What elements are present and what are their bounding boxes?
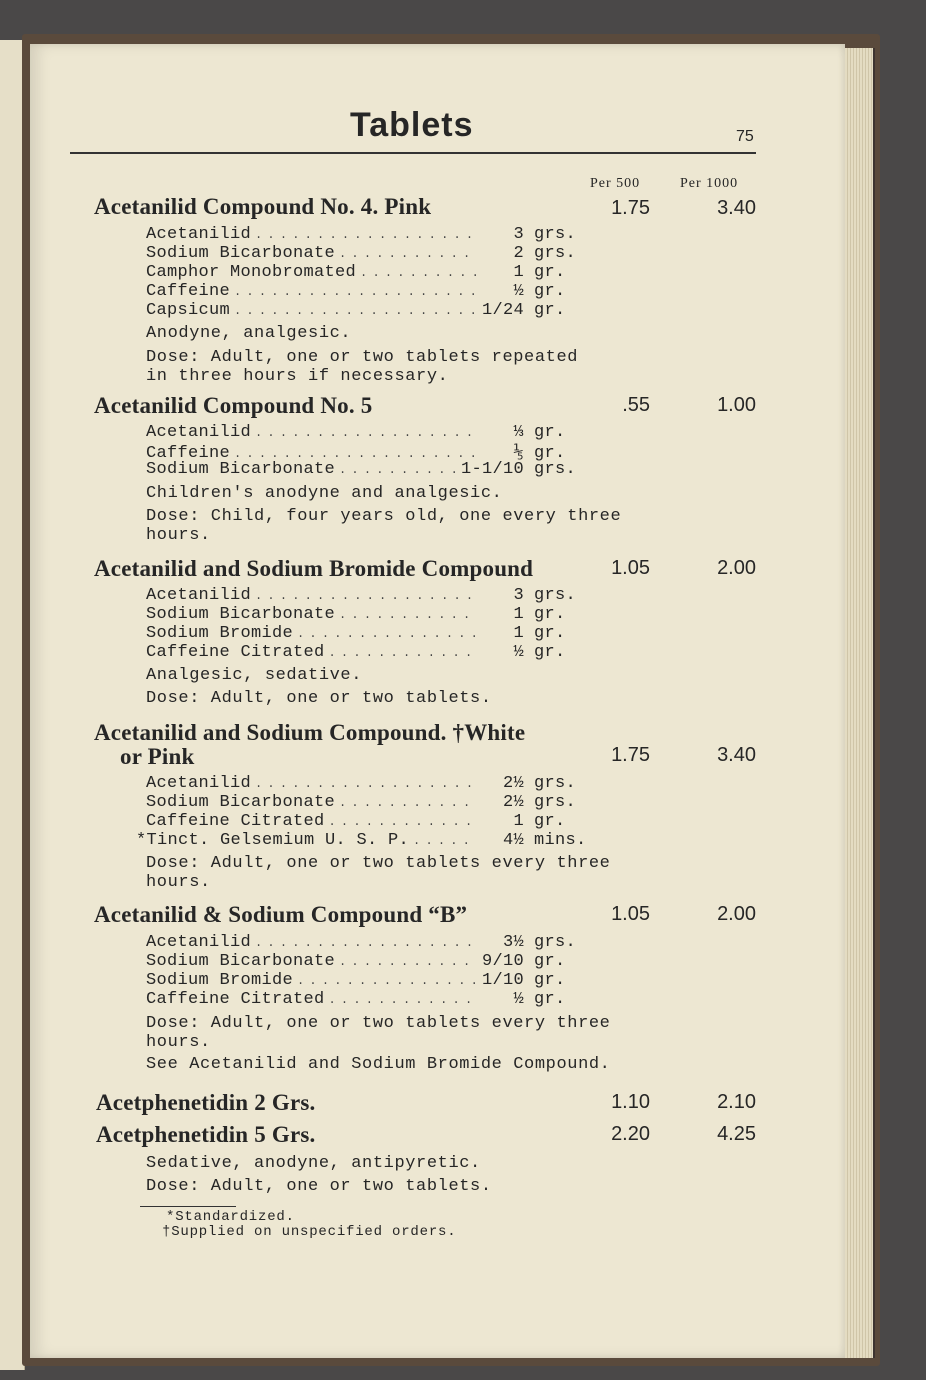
ingredient-unit: grs.: [534, 793, 577, 812]
page-number: 75: [736, 128, 754, 145]
leader-dots: [339, 460, 457, 479]
product-note: hours.: [146, 1033, 211, 1052]
ingredient-qty: 2½: [502, 774, 524, 793]
ingredient-qty: 1: [513, 624, 524, 643]
ingredient-name: Acetanilid: [146, 225, 252, 244]
product-heading: Acetphenetidin 2 Grs.: [96, 1090, 316, 1115]
ingredient-row: [146, 643, 596, 663]
ingredient-qty: ½: [513, 643, 524, 662]
price-per500: 1.75: [611, 744, 650, 766]
product-note: See Acetanilid and Sodium Bromide Compound.: [146, 1055, 611, 1074]
price-per500: 2.20: [611, 1123, 650, 1145]
ingredient-name: Camphor Monobromated: [146, 263, 357, 282]
ingredient-name: Acetanilid: [146, 423, 252, 442]
product-heading: Acetanilid and Sodium Compound. †White: [94, 720, 526, 745]
ingredient-name: Sodium Bicarbonate: [146, 605, 336, 624]
ingredient-unit: gr.: [534, 444, 566, 463]
ingredient-row: [146, 263, 596, 283]
ingredient-qty: 1: [513, 605, 524, 624]
ingredient-unit: gr.: [534, 643, 566, 662]
ingredient-row: [146, 971, 596, 991]
product-heading-line2: or Pink: [120, 744, 195, 769]
leader-dots: [329, 643, 476, 662]
product-note: Dose: Adult, one or two tablets repeated: [146, 348, 579, 367]
leader-dots: [255, 774, 476, 793]
product-note: Sedative, anodyne, antipyretic.: [146, 1154, 481, 1173]
page-content: [30, 44, 845, 1358]
ingredient-qty: ½: [513, 990, 524, 1009]
ingredient-row: [146, 423, 596, 443]
leader-dots: [234, 301, 476, 320]
product-note: Dose: Child, four years old, one every three: [146, 507, 622, 526]
ingredient-row: [146, 225, 596, 245]
ingredient-unit: gr.: [534, 624, 566, 643]
product-note: Anodyne, analgesic.: [146, 324, 352, 343]
ingredient-qty: 3: [513, 225, 524, 244]
ingredient-row: [146, 952, 596, 972]
ingredient-qty: 1-1/10: [460, 460, 524, 479]
ingredient-unit: gr.: [534, 282, 566, 301]
ingredient-name: Caffeine: [146, 444, 231, 463]
price-per1000: 2.10: [717, 1091, 756, 1113]
footnote: *Standardized.: [166, 1209, 295, 1225]
leader-dots: [329, 990, 476, 1009]
price-per1000: 2.00: [717, 903, 756, 925]
ingredient-name: Sodium Bicarbonate: [146, 952, 336, 971]
price-per500: 1.05: [611, 903, 650, 925]
ingredient-row: [146, 990, 596, 1010]
ingredient-unit: gr.: [534, 990, 566, 1009]
ingredient-name: Capsicum: [146, 301, 231, 320]
product-heading: Acetphenetidin 5 Grs.: [96, 1122, 316, 1147]
column-header-per1000: Per 1000: [680, 176, 739, 191]
leader-dots: [255, 586, 476, 605]
ingredient-unit: mins.: [534, 831, 587, 850]
leader-dots: [360, 263, 476, 282]
price-per1000: 4.25: [717, 1123, 756, 1145]
ingredient-name: Acetanilid: [146, 933, 252, 952]
product-note: Analgesic, sedative.: [146, 666, 363, 685]
ingredient-unit: grs.: [534, 244, 577, 263]
title-rule: [70, 152, 756, 154]
book-page: [30, 44, 845, 1358]
leader-dots: [339, 244, 476, 263]
ingredient-name: Caffeine: [146, 282, 231, 301]
ingredient-row: [146, 442, 596, 462]
product-note: Dose: Adult, one or two tablets.: [146, 689, 492, 708]
ingredient-name: Sodium Bicarbonate: [146, 793, 336, 812]
ingredient-unit: gr.: [534, 952, 566, 971]
ingredient-qty: 9/10: [481, 952, 524, 971]
footnote-rule: [140, 1206, 236, 1207]
ingredient-name: Acetanilid: [146, 774, 252, 793]
leader-dots: [413, 831, 476, 850]
leader-dots: [255, 423, 476, 442]
ingredient-name: Sodium Bicarbonate: [146, 244, 336, 263]
ingredient-row: [146, 460, 596, 480]
ingredient-name: *Tinct. Gelsemium U. S. P.: [136, 831, 410, 850]
ingredient-qty: 1: [513, 812, 524, 831]
ingredient-row: [146, 301, 596, 321]
price-per500: .55: [622, 394, 650, 416]
leader-dots: [255, 933, 476, 952]
column-header-per500: Per 500: [590, 176, 641, 191]
ingredient-name: Caffeine Citrated: [146, 812, 325, 831]
leader-dots: [329, 812, 476, 831]
ingredient-qty: ⅕: [513, 444, 524, 463]
ingredient-name: Sodium Bromide: [146, 971, 294, 990]
leader-dots: [234, 282, 476, 301]
ingredient-row: [146, 244, 596, 264]
product-heading: Acetanilid & Sodium Compound “B”: [94, 902, 468, 927]
ingredient-name: Sodium Bromide: [146, 624, 294, 643]
ingredient-row: [146, 624, 596, 644]
ingredient-qty: 3½: [502, 933, 524, 952]
ingredient-qty: 1/24: [481, 301, 524, 320]
ingredient-qty: 4½: [502, 831, 524, 850]
ingredient-row: [146, 586, 596, 606]
ingredient-qty: 1: [513, 263, 524, 282]
leader-dots: [339, 952, 476, 971]
ingredient-row: [146, 933, 596, 953]
ingredient-name: Acetanilid: [146, 586, 252, 605]
ingredient-unit: grs.: [534, 586, 577, 605]
price-per500: 1.10: [611, 1091, 650, 1113]
ingredient-row: [146, 774, 596, 794]
ingredient-qty: 1/10: [481, 971, 524, 990]
price-per500: 1.05: [611, 557, 650, 579]
ingredient-unit: grs.: [534, 774, 577, 793]
product-note: Dose: Adult, one or two tablets.: [146, 1177, 492, 1196]
ingredient-qty: ⅓: [513, 423, 524, 442]
product-heading: Acetanilid Compound No. 5: [94, 393, 373, 418]
ingredient-unit: gr.: [534, 971, 566, 990]
ingredient-qty: ½: [513, 282, 524, 301]
leader-dots: [297, 971, 476, 990]
price-per500: 1.75: [611, 197, 650, 219]
ingredient-unit: gr.: [534, 605, 566, 624]
page-edges: [845, 48, 875, 1358]
leader-dots: [339, 793, 476, 812]
product-note: hours.: [146, 526, 211, 545]
product-note: Dose: Adult, one or two tablets every three: [146, 854, 611, 873]
price-per1000: 1.00: [717, 394, 756, 416]
leader-dots: [339, 605, 476, 624]
ingredient-row: [146, 282, 596, 302]
ingredient-row: [146, 812, 596, 832]
ingredient-row: [136, 831, 596, 851]
ingredient-qty: 3: [513, 586, 524, 605]
ingredient-unit: gr.: [534, 812, 566, 831]
product-note: Children's anodyne and analgesic.: [146, 484, 503, 503]
footnote: †Supplied on unspecified orders.: [162, 1224, 457, 1240]
product-heading: Acetanilid and Sodium Bromide Compound: [94, 556, 534, 581]
ingredient-unit: gr.: [534, 423, 566, 442]
product-note: Dose: Adult, one or two tablets every three: [146, 1014, 611, 1033]
ingredient-row: [146, 793, 596, 813]
ingredient-unit: grs.: [534, 933, 577, 952]
ingredient-unit: grs.: [534, 460, 577, 479]
ingredient-row: [146, 605, 596, 625]
ingredient-unit: gr.: [534, 263, 566, 282]
ingredient-qty: 2: [513, 244, 524, 263]
product-note: hours.: [146, 873, 211, 892]
product-note: in three hours if necessary.: [146, 367, 449, 386]
product-heading: Acetanilid Compound No. 4. Pink: [94, 194, 432, 219]
price-per1000: 3.40: [717, 744, 756, 766]
leader-dots: [297, 624, 476, 643]
page-title: Tablets: [350, 106, 474, 144]
ingredient-name: Caffeine Citrated: [146, 990, 325, 1009]
ingredient-name: Sodium Bicarbonate: [146, 460, 336, 479]
leader-dots: [255, 225, 476, 244]
ingredient-unit: gr.: [534, 301, 566, 320]
ingredient-unit: grs.: [534, 225, 577, 244]
price-per1000: 3.40: [717, 197, 756, 219]
ingredient-qty: 2½: [502, 793, 524, 812]
price-per1000: 2.00: [717, 557, 756, 579]
ingredient-name: Caffeine Citrated: [146, 643, 325, 662]
